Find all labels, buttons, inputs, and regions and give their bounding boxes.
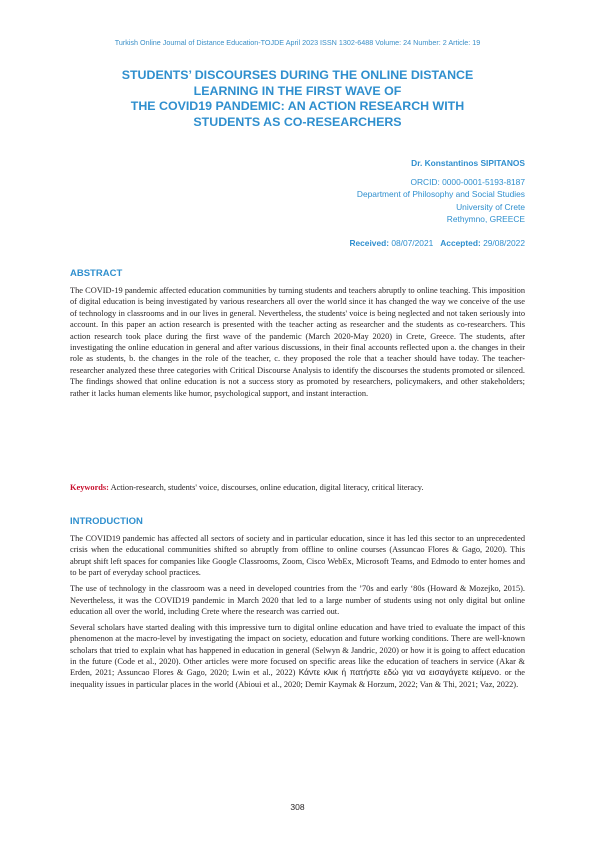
received-label: Received: <box>349 238 390 248</box>
keywords-label: Keywords: <box>70 483 109 492</box>
intro-p3-end: or the inequality issues in particular places in the world (Abioui et al., 2020; Demir Kaymak & Horzum, 2022; Van & Thi, 2021; Vaz, 2022). <box>70 668 526 689</box>
placeholder-text-greek[interactable]: Κάντε κλικ ή πατήστε εδώ για να εισαγάγετε κείμενο. <box>298 667 502 678</box>
accepted-date: 29/08/2022 <box>483 238 525 248</box>
introduction-heading: INTRODUCTION <box>70 516 143 527</box>
paper-title <box>60 68 535 130</box>
abstract-heading: ABSTRACT <box>70 268 123 279</box>
intro-paragraph-3 <box>70 622 525 690</box>
title-line: LEARNING IN THE FIRST WAVE OF <box>193 83 402 98</box>
page-number: 308 <box>290 802 305 812</box>
author-name: Dr. Konstantinos SIPITANOS <box>411 158 525 168</box>
intro-paragraph-2: The use of technology in the classroom was a need in developed countries from the ’70s and early ‘80s (Howard & Mozejko, 2015). Nevertheless, it was the COVID19 pandemic in March 2020 that led to a large number of students using not only digital but online education all over the world, including Crete where the research was carried out. <box>70 584 525 616</box>
journal-header: Turkish Online Journal of Distance Education-TOJDE April 2023 ISSN 1302-6488 Volume: 24 Number: 2 Article: 19 <box>114 38 481 47</box>
intro-p3-start: Several scholars have started dealing with this impressive turn to digital online education and have tried to evaluate the impact of this phenomenon at the macro-level by investigating the impact on society, education and future working conditions. There are well-known scholars that tried to explain what has happened in education in general (Selwyn & Jandric, 2020) or how it is going to affect education in the future (Code et al., 2020). Other articles were more focused on specific areas like the education of teachers in service (Akar & Erden, 2021; Assuncao Flores & Gago, 2020; Lwin et al., 2022) <box>70 622 525 678</box>
abstract-body <box>70 285 525 404</box>
author-department: Department of Philosophy and Social Studies <box>356 189 525 200</box>
title-line: THE COVID19 PANDEMIC: AN ACTION RESEARCH WITH <box>130 99 465 113</box>
intro-paragraph-1: The COVID19 pandemic has affected all sectors of society and in particular education, since it has led this sector to an unprecedented crisis when the educational communities shifted so abruptly from offline to online courses (Assuncao Flores & Gago, 2020). This abrupt shift left spaces for companies like Google Classrooms, Zoom, Cisco WebEx, Microsoft Teams, and Edmodo to enter homes and to be part of everyday school practices. <box>70 534 525 578</box>
keywords <box>70 482 525 493</box>
author-university: University of Crete <box>456 201 525 212</box>
accepted-label: Accepted: <box>440 238 481 248</box>
keywords-text: Action-research, students' voice, discourses, online education, digital literacy, critical literacy. <box>108 483 424 492</box>
introduction-body <box>70 533 525 695</box>
title-line: STUDENTS AS CO-RESEARCHERS <box>193 114 402 129</box>
author-location: Rethymno, GREECE <box>446 214 525 225</box>
author-block <box>225 157 525 226</box>
submission-dates <box>349 238 525 248</box>
author-orcid[interactable]: ORCID: 0000-0001-5193-8187 <box>410 176 525 187</box>
title-line: STUDENTS’ DISCOURSES DURING THE ONLINE DISTANCE <box>121 68 474 82</box>
abstract-text: The COVID-19 pandemic affected education communities by turning students and teachers abruptly to online teaching. This imposition of digital education is being investigated by various researchers all over the world since it has changed the way we conceive of the use of technology in classrooms and in our lives in general. Nevertheless, the students' voice is being neglected and not taken seriously into account. In this paper an action research is presented with the teacher acting as researcher and the students as co-researchers. This action research took place during the first wave of the pandemic (March 2020-May 2020) in Crete, Greece. The students, after investigating the online education in general and after various discussions, in their final accounts reflected upon a. the changes in their role as students, b. the changes in the role of the teacher, c. they proposed the role that a teacher should have today. The teacher-researcher analyzed these three categories with Critical Discourse Analysis to identify the discourses the students promoted or silenced. The findings showed that online education is not a success story as promoted by researchers, policymakers, and other stakeholders; rather it lacks human elements like humor, psychological support, and instant interaction. <box>70 286 525 398</box>
received-date: 08/07/2021 <box>391 238 434 248</box>
